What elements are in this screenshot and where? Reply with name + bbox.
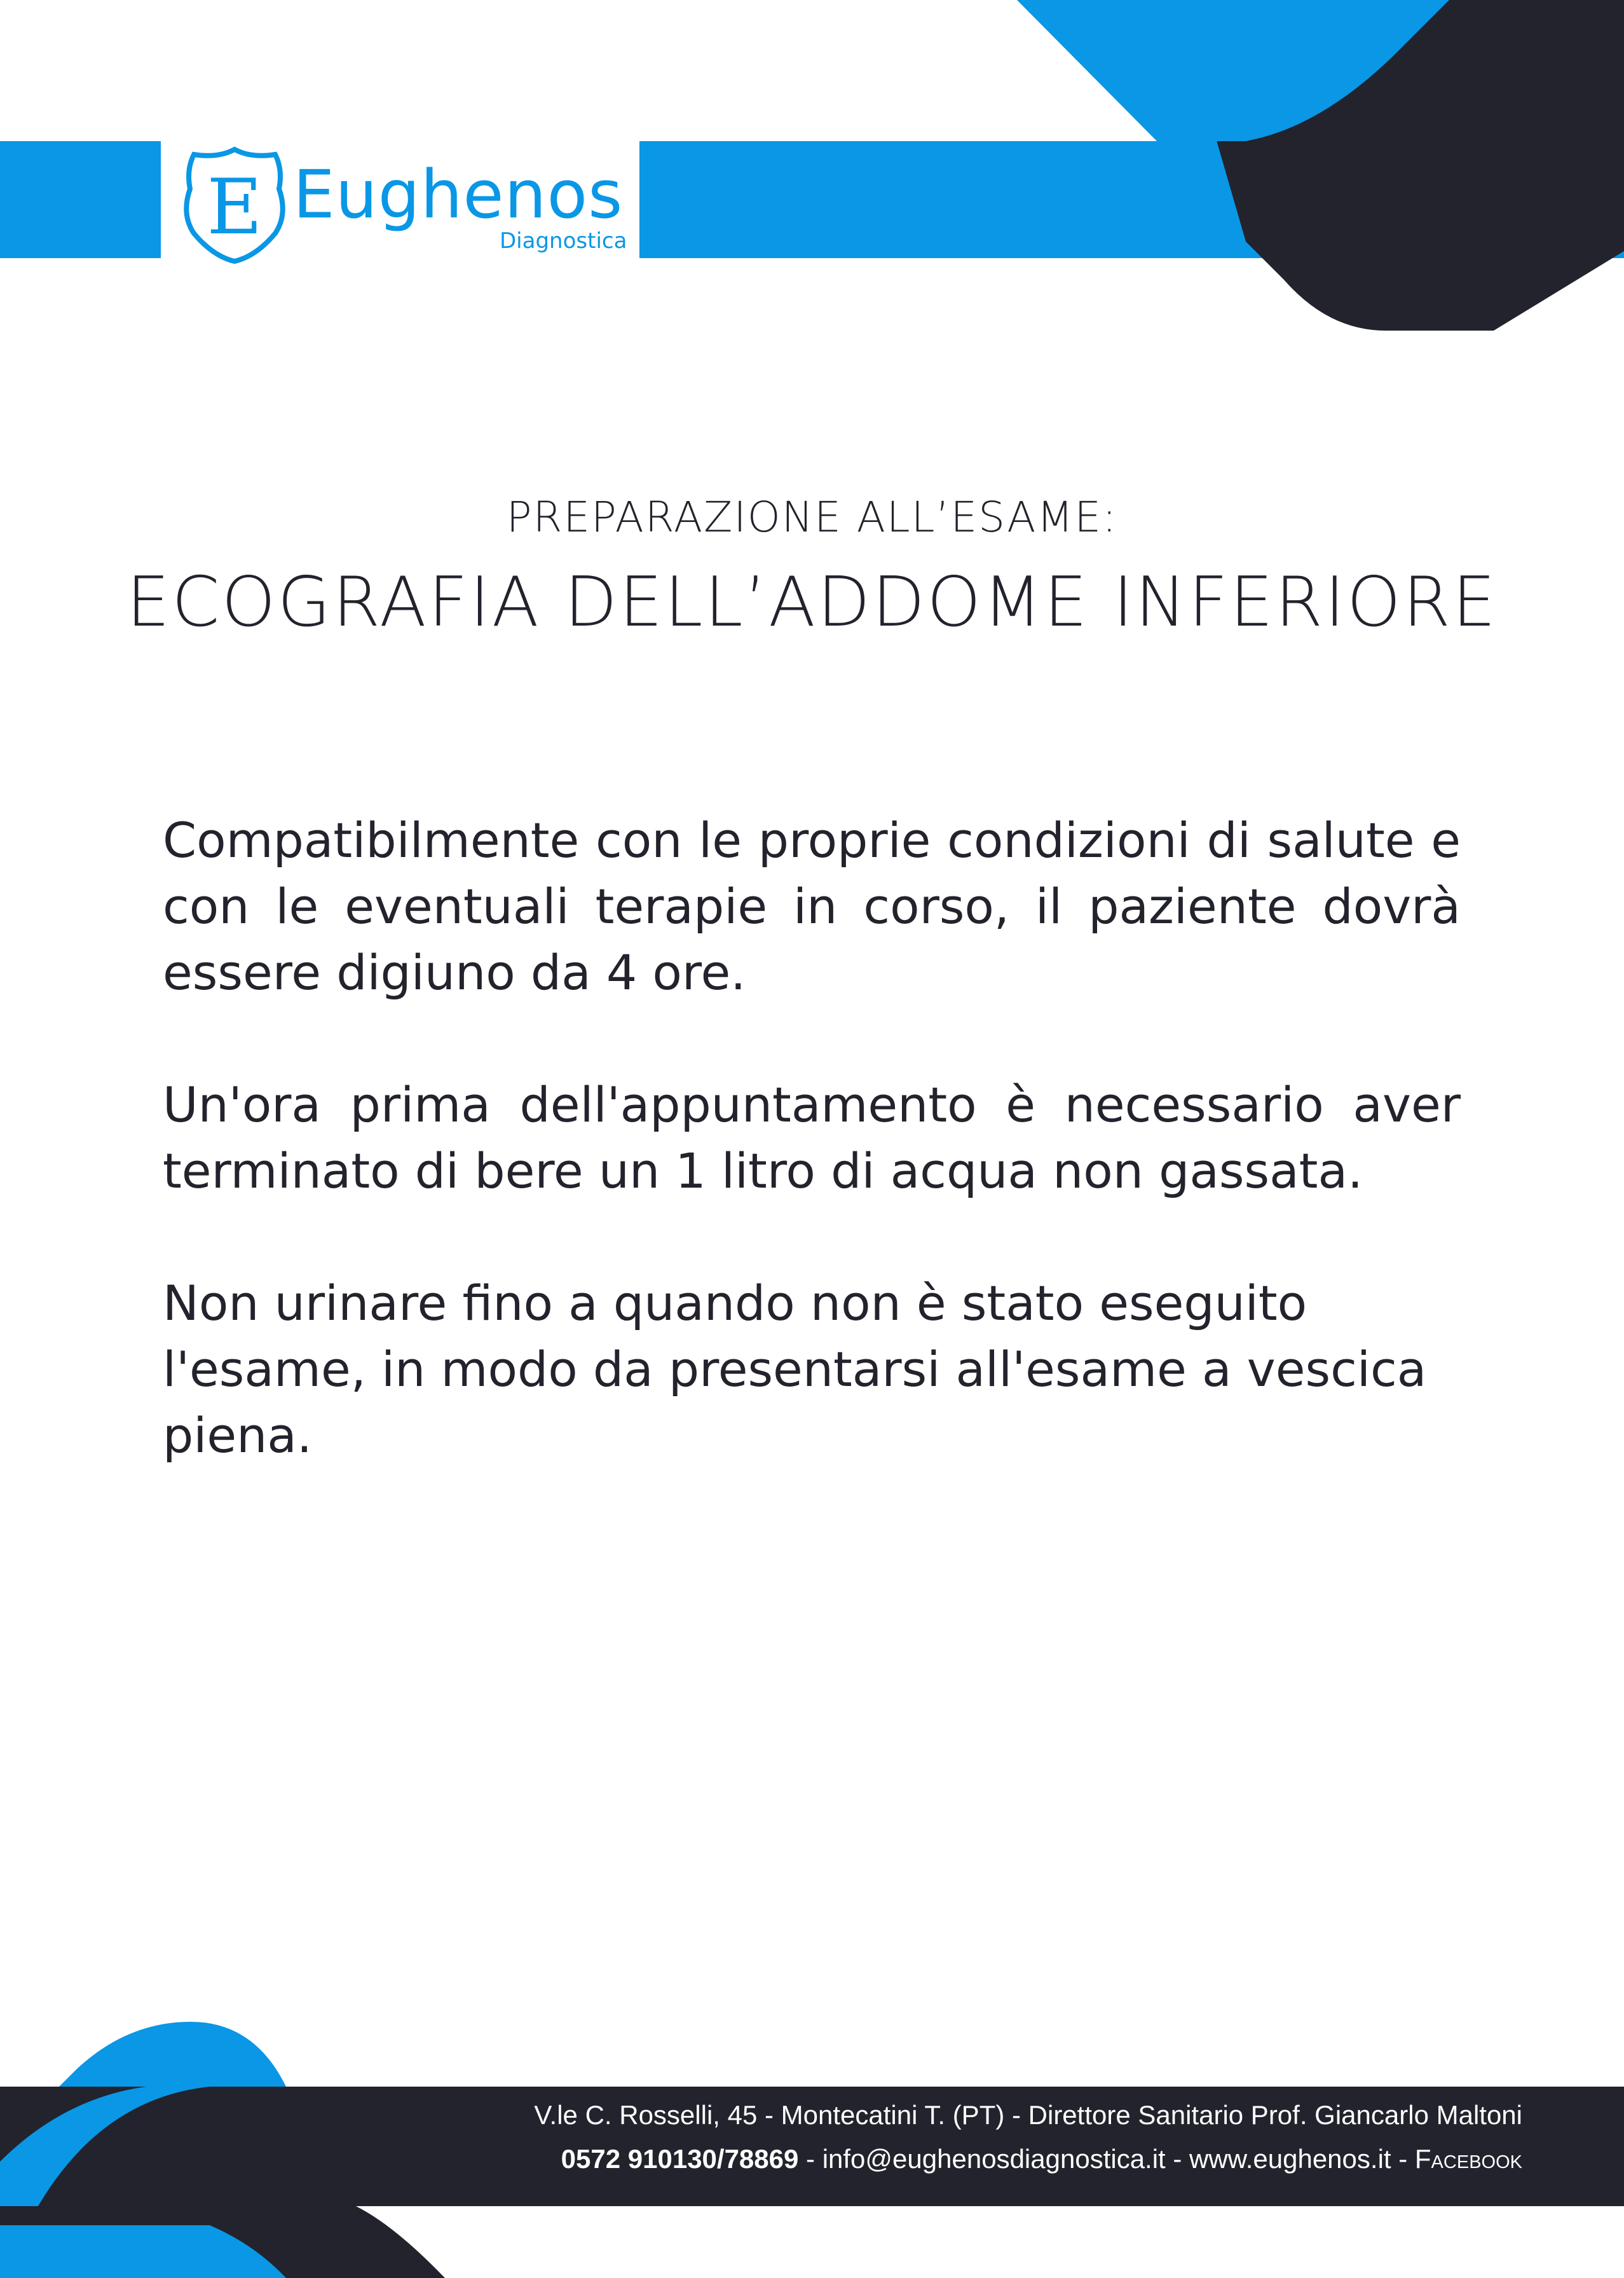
brand-subtitle: Diagnostica: [500, 228, 627, 254]
instruction-paragraph: Non urinare fino a quando non è stato eseguito l'esame, in modo da presentarsi all'esame a vescica piena.: [163, 1275, 1427, 1464]
footer-separator: -: [1165, 2144, 1190, 2174]
crest-letter: E: [207, 163, 263, 252]
instruction-paragraph: Un'ora prima dell'appuntamento è necessario aver terminato di bere un 1 litro di acqua non gassata.: [163, 1076, 1461, 1199]
footer-separator: -: [1391, 2144, 1415, 2174]
footer-email[interactable]: info@eughenosdiagnostica.it: [822, 2144, 1166, 2174]
page-kicker: PREPARAZIONE ALL’ESAME:: [506, 493, 1118, 542]
footer-contacts: [561, 2144, 1522, 2174]
footer-phone: 0572 910130/78869: [561, 2144, 799, 2174]
page-title: ECOGRAFIA DELL’ADDOME INFERIORE: [126, 563, 1498, 642]
footer-address: V.le C. Rosselli, 45 - Montecatini T. (PT) - Direttore Sanitario Prof. Giancarlo Maltoni: [534, 2100, 1522, 2130]
logo: [180, 141, 638, 268]
header-blue-bar-left: [0, 141, 161, 258]
instruction-paragraph: Compatibilmente con le proprie condizioni di salute e con le eventuali terapie in corso, il paziente dovrà essere digiuno da 4 ore.: [163, 812, 1461, 1001]
footer-separator: -: [798, 2144, 822, 2174]
shield-crest-icon: [180, 144, 289, 265]
footer-website[interactable]: www.eughenos.it: [1189, 2144, 1391, 2174]
footer-facebook[interactable]: Facebook: [1414, 2144, 1522, 2174]
brand-name: Eughenos: [293, 156, 624, 233]
instructions: [163, 807, 1461, 1535]
